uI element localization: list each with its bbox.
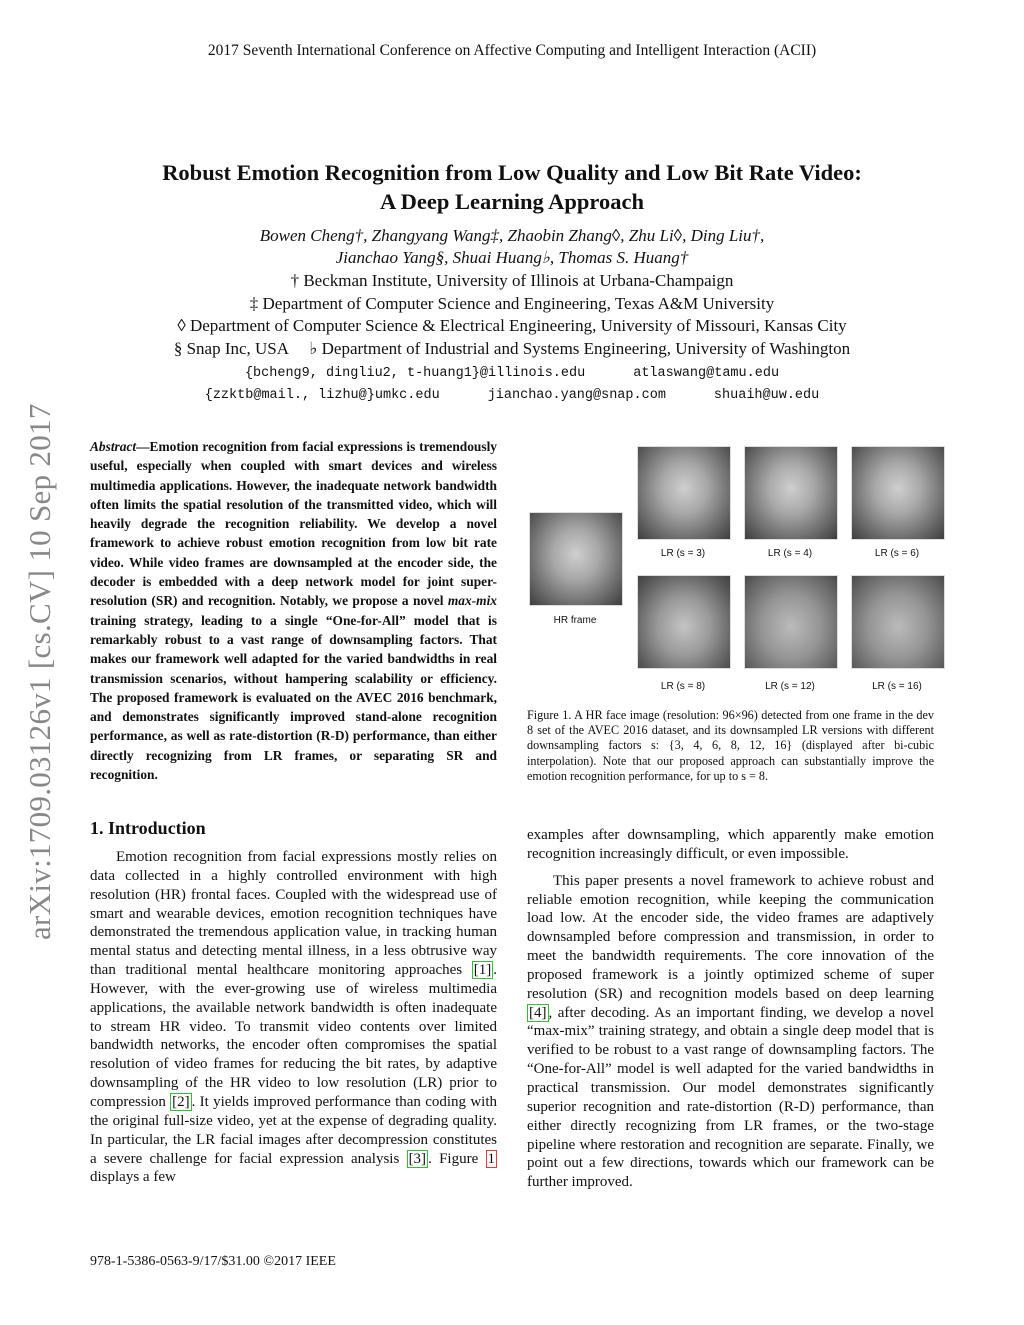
intro-p1-d: . Figure xyxy=(428,1150,486,1167)
intro-p1-a: Emotion recognition from facial expressions mostly relies on data collected in a highly controlled environment with high resolution (HR) frontal faces. Coupled with the widespread use of smart and wearable devices, emotion recognition techniques have demonstrated the tremendous application value, in tracking human mental status and detecting mental illness, in a less obtrusive way than traditional mental healthcare monitoring approaches xyxy=(90,849,497,979)
email-tamu: atlaswang@tamu.edu xyxy=(633,366,780,381)
intro-paragraph-1-continued: examples after downsampling, which apparently make emotion recognition increasingly difficult, or even impossible. xyxy=(527,827,934,862)
copyright-footer: 978-1-5386-0563-9/17/$31.00 ©2017 IEEE xyxy=(90,1254,336,1269)
affiliation-3: ◊ Department of Computer Science & Electrical Engineering, University of Missouri, Kansas City xyxy=(177,316,847,335)
conference-header: 2017 Seventh International Conference on Affective Computing and Intelligent Interaction (ACII) xyxy=(207,42,817,59)
intro-p3-b: , after decoding. As an important finding, we develop a novel “max-mix” training strategy, and obtain a single deep model that is verified to be robust to a vast range of downsampling factors. The “One-for-All” model is well adapted for the varied bandwidths in practical transmission. Our model demonstrates significantly superior recognition and rate-distortion (R-D) performance, than either directly recognizing from LR frames, or the two-stage pipeline where restoration and recognition are separate. Finally, we point out a few directions, towards which our framework can be further improved. xyxy=(527,1004,934,1191)
lr-face-s4 xyxy=(744,446,838,540)
intro-p1-e: displays a few xyxy=(90,1169,176,1186)
affiliation-2: ‡ Department of Computer Science and Engineering, Texas A&M University xyxy=(249,293,775,313)
hr-frame-label: HR frame xyxy=(553,615,597,626)
intro-p1-c: . It yields improved performance than coding with the original full-size video, yet at the expense of degrading quality. In particular, the LR facial images after decompression constitutes a severe challenge for facial expression analysis xyxy=(90,1093,497,1167)
section-heading-introduction: 1. Introduction xyxy=(90,818,206,838)
email-uw: shuaih@uw.edu xyxy=(713,388,820,403)
intro-p3-a: This paper presents a novel framework to achieve robust and reliable emotion recognition, while keeping the communication load low. At the encoder side, the video frames are adaptively downsampled before compression and transmission, in order to meet the bandwidth requirements. The core innovation of the proposed framework is a jointly optimized scheme of super resolution (SR) and recognition models based on deep learning xyxy=(527,872,934,1002)
abstract-label: Abstract xyxy=(90,439,137,454)
intro-left-column xyxy=(90,848,497,1187)
email-row-1 xyxy=(0,363,1024,385)
title-line-1: Robust Emotion Recognition from Low Quality and Low Bit Rate Video: xyxy=(162,160,862,185)
lr-face-s16 xyxy=(851,575,945,669)
abstract-text-b: training strategy, leading to a single “One-for-All” model that is remarkably robust to a vast range of downsampling factors. That makes our framework well adapted for the varied bandwidths in real transmission scenarios, without hampering scalability or efficiency. The proposed framework is evaluated on the AVEC 2016 benchmark, and demonstrates significantly improved stand-alone recognition performance, as well as rate-distortion (R-D) performance, than either directly recognizing from LR frames, or separating SR and recognition. xyxy=(90,612,497,783)
author-emails xyxy=(0,363,1024,407)
email-row-2 xyxy=(0,385,1024,407)
lr-face-s3 xyxy=(637,446,731,540)
lr-label-s12: LR (s = 12) xyxy=(765,681,815,692)
lr-face-s12 xyxy=(744,575,838,669)
lr-face-s6 xyxy=(851,446,945,540)
intro-paragraph-1 xyxy=(90,848,497,1187)
affiliations xyxy=(0,270,1024,360)
hr-face-image xyxy=(529,512,623,606)
intro-p1-b: . However, with the ever-growing use of wireless multimedia applications, the available network bandwidth is often inadequate to stream HR video. To transmit video contents over limited bandwidth networks, the encoder often compromises the spatial resolution of video frames for reducing the bit rates, by adaptive downsampling of the HR video to low resolution (LR) prior to compression xyxy=(90,962,497,1110)
affiliation-1: † Beckman Institute, University of Illinois at Urbana-Champaign xyxy=(290,271,734,290)
lr-label-s6: LR (s = 6) xyxy=(874,548,920,559)
citation-link-1[interactable]: [1] xyxy=(473,962,492,979)
lr-label-s4: LR (s = 4) xyxy=(767,548,813,559)
citation-link-2[interactable]: [2] xyxy=(172,1093,190,1110)
citation-link-3[interactable]: [3] xyxy=(408,1150,427,1167)
authors-line-2: Jianchao Yang§, Shuai Huang♭, Thomas S. Huang† xyxy=(335,248,689,267)
lr-label-s8: LR (s = 8) xyxy=(660,681,706,692)
email-umkc: {zzktb@mail., lizhu@}umkc.edu xyxy=(204,388,440,403)
figure-1-caption: Figure 1. A HR face image (resolution: 96×96) detected from one frame in the dev 8 set of the AVEC 2016 dataset, and its downsampled LR versions with different downsampling factors s: {3, 4, 6, 8, 12, 16} (displayed after bi-cubic interpolation). Note that our proposed approach can substantially improve the emotion recognition performance, for up to s = 8. xyxy=(527,708,934,783)
intro-right-column xyxy=(527,826,934,1192)
intro-paragraph-2 xyxy=(527,872,934,1192)
title-line-2: A Deep Learning Approach xyxy=(380,189,644,214)
lr-face-s8 xyxy=(637,575,731,669)
author-list xyxy=(0,225,1024,269)
paper-title xyxy=(0,158,1024,216)
email-illinois: {bcheng9, dingliu2, t-huang1}@illinois.edu xyxy=(244,366,586,381)
lr-label-s16: LR (s = 16) xyxy=(872,681,922,692)
abstract xyxy=(90,437,497,784)
abstract-text-a: —Emotion recognition from facial expressions is tremendously useful, especially when coupled with smart devices and wireless multimedia applications. However, the inadequate network bandwidth often limits the spatial resolution of the transmitted video, which will heavily degrade the recognition reliability. We develop a novel framework to achieve robust emotion recognition from low bit rate video. While video frames are downsampled at the encoder side, the decoder is embedded with a deep network model for joint super-resolution (SR) and recognition. Notably, we propose a novel xyxy=(90,439,497,609)
arxiv-stamp: arXiv:1709.03126v1 [cs.CV] 10 Sep 2017 xyxy=(22,403,57,940)
citation-link-4[interactable]: [4] xyxy=(529,1004,547,1021)
email-snap: jianchao.yang@snap.com xyxy=(487,388,666,403)
figure-ref-link-1[interactable]: 1 xyxy=(487,1150,496,1167)
authors-line-1: Bowen Cheng†, Zhangyang Wang‡, Zhaobin Zhang◊, Zhu Li◊, Ding Liu†, xyxy=(259,226,765,245)
affiliation-4: § Snap Inc, USA ♭ Department of Industrial and Systems Engineering, University of Washington xyxy=(173,338,851,358)
lr-label-s3: LR (s = 3) xyxy=(660,548,706,559)
abstract-emph: max-mix xyxy=(447,593,497,609)
